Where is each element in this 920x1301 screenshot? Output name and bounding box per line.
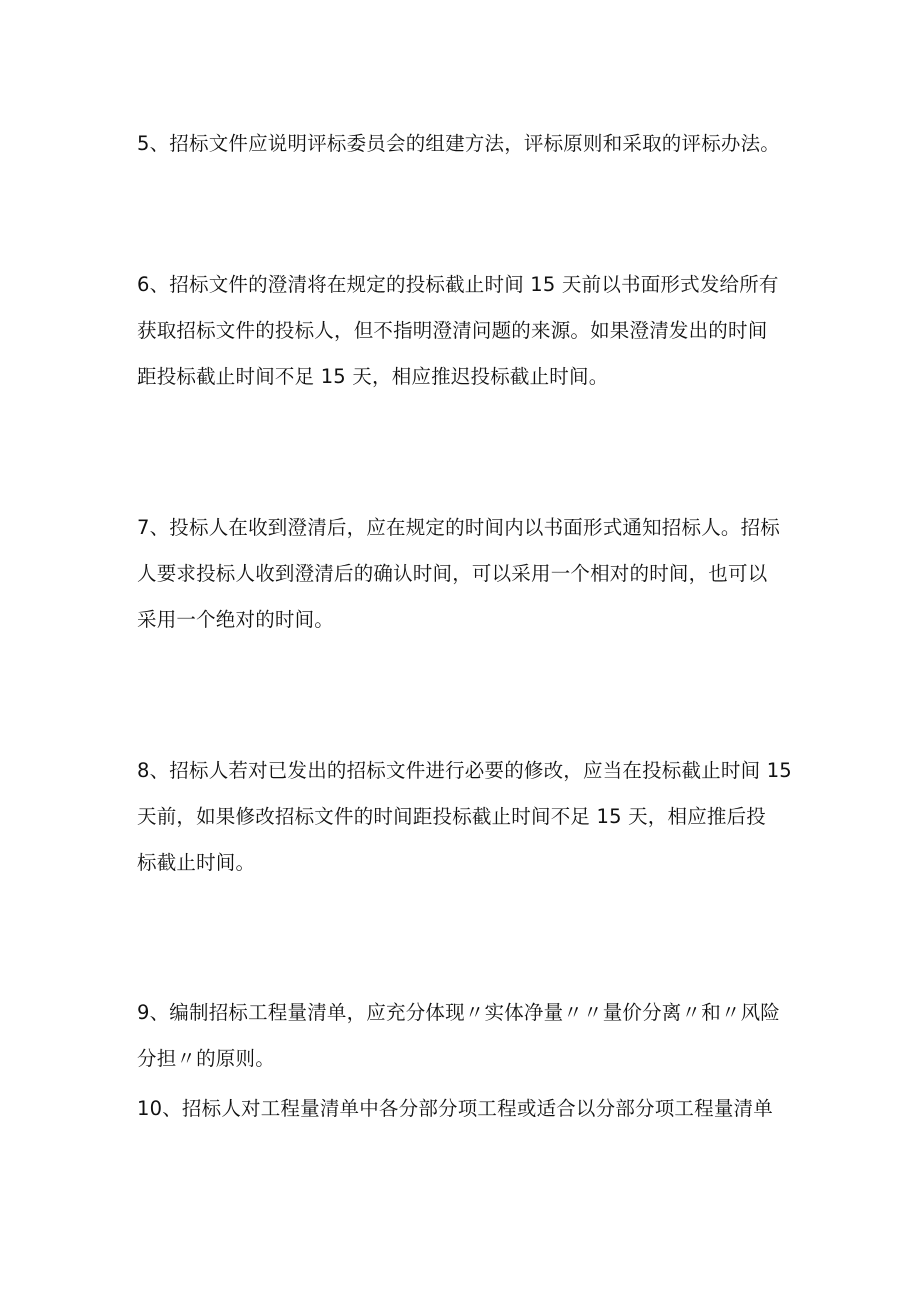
paragraph-item-9 <box>137 990 797 1082</box>
paragraph-item-8 <box>137 748 797 886</box>
text-line: 人要求投标人收到澄清后的确认时间，可以采用一个相对的时间，也可以 <box>137 562 768 585</box>
text-line: 分担〃的原则。 <box>137 1047 275 1070</box>
paragraph-item-7 <box>137 505 797 643</box>
paragraph-item-10 <box>137 1086 797 1132</box>
paragraph-item-6 <box>137 262 797 400</box>
text-line: 距投标截止时间不足 15 天，相应推迟投标截止时间。 <box>137 365 609 388</box>
text-line: 10、招标人对工程量清单中各分部分项工程或适合以分部分项工程量清单 <box>137 1097 773 1120</box>
text-line: 9、编制招标工程量清单，应充分体现〃实体净量〃〃量价分离〃和〃风险 <box>137 1001 781 1024</box>
text-line: 天前，如果修改招标文件的时间距投标截止时间不足 15 天，相应推后投 <box>137 805 767 828</box>
text-line: 5、招标文件应说明评标委员会的组建方法，评标原则和采取的评标办法。 <box>137 132 781 155</box>
text-line: 7、投标人在收到澄清后，应在规定的时间内以书面形式通知招标人。招标 <box>137 516 781 539</box>
text-line: 8、招标人若对已发出的招标文件进行必要的修改，应当在投标截止时间 15 <box>137 759 792 782</box>
text-line: 获取招标文件的投标人，但不指明澄清问题的来源。如果澄清发出的时间 <box>137 319 768 342</box>
paragraph-item-5 <box>137 121 797 167</box>
text-line: 标截止时间。 <box>137 851 256 874</box>
text-line: 采用一个绝对的时间。 <box>137 608 335 631</box>
text-line: 6、招标文件的澄清将在规定的投标截止时间 15 天前以书面形式发给所有 <box>137 273 779 296</box>
